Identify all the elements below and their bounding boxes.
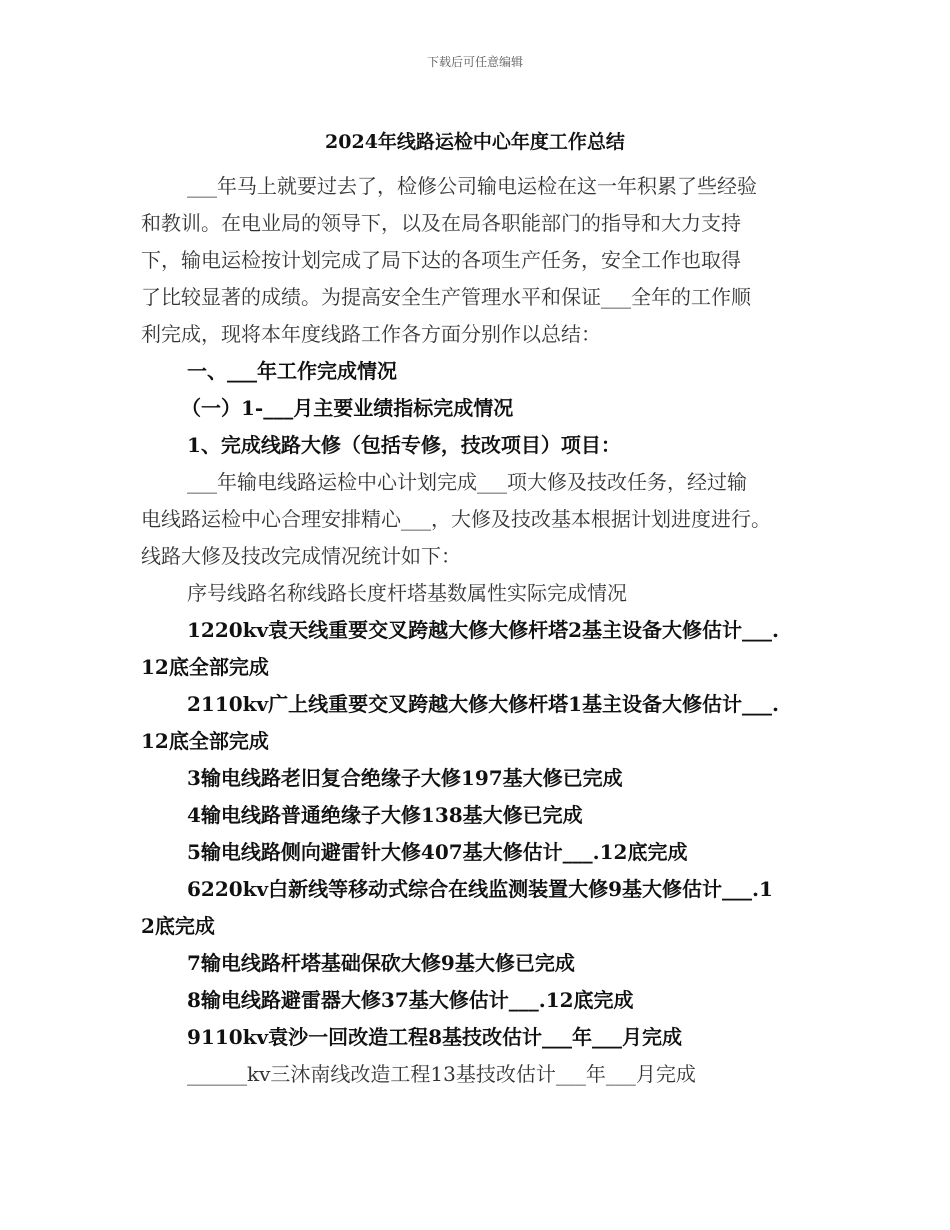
body-line: 利完成，现将本年度线路工作各方面分别作以总结：	[141, 322, 601, 346]
header-note: 下载后可任意编辑	[426, 55, 523, 69]
body-line: 线路大修及技改完成情况统计如下：	[141, 544, 461, 568]
table-row-line: 1220kv袁天线重要交叉跨越大修大修杆塔2基主设备大修估计___.	[187, 618, 780, 642]
table-row-line: 12底全部完成	[141, 655, 269, 679]
body-line: ___年输电线路运检中心计划完成___项大修及技改任务，经过输	[187, 470, 747, 494]
body-line: 下，输电运检按计划完成了局下达的各项生产任务，安全工作也取得	[141, 248, 741, 272]
table-row-line: 2底完成	[141, 914, 215, 938]
table-row-line: ______kv三沐南线改造工程13基技改估计___年___月完成	[187, 1062, 696, 1086]
table-row-line: 12底全部完成	[141, 729, 269, 753]
table-row-line: 4输电线路普通绝缘子大修138基大修已完成	[187, 803, 583, 827]
table-row-line: 2110kv广上线重要交叉跨越大修大修杆塔1基主设备大修估计___.	[187, 692, 780, 716]
table-row-line: 6220kv白新线等移动式综合在线监测装置大修9基大修估计___.1	[187, 877, 773, 901]
table-row-line: 9110kv袁沙一回改造工程8基技改估计___年___月完成	[187, 1025, 683, 1049]
table-row-line: 8输电线路避雷器大修37基大修估计___.12底完成	[187, 988, 634, 1012]
table-header-line: 序号线路名称线路长度杆塔基数属性实际完成情况	[187, 581, 627, 605]
section-heading: 一、___年工作完成情况	[187, 359, 397, 383]
table-row-line: 7输电线路杆塔基础保砍大修9基大修已完成	[187, 951, 575, 975]
document-title: 2024年线路运检中心年度工作总结	[325, 131, 625, 153]
body-line: ___年马上就要过去了，检修公司输电运检在这一年积累了些经验	[187, 174, 757, 198]
item-heading: 1、完成线路大修（包括专修，技改项目）项目：	[187, 433, 621, 457]
subsection-heading: （一）1-___月主要业绩指标完成情况	[181, 396, 514, 420]
body-line: 电线路运检中心合理安排精心___，大修及技改基本根据计划进度进行。	[141, 507, 771, 531]
table-row-line: 5输电线路侧向避雷针大修407基大修估计___.12底完成	[187, 840, 688, 864]
body-line: 了比较显著的成绩。为提高安全生产管理水平和保证___全年的工作顺	[141, 285, 751, 309]
document-body	[141, 168, 821, 1093]
table-row-line: 3输电线路老旧复合绝缘子大修197基大修已完成	[187, 766, 623, 790]
body-line: 和教训。在电业局的领导下，以及在局各职能部门的指导和大力支持	[141, 211, 741, 235]
